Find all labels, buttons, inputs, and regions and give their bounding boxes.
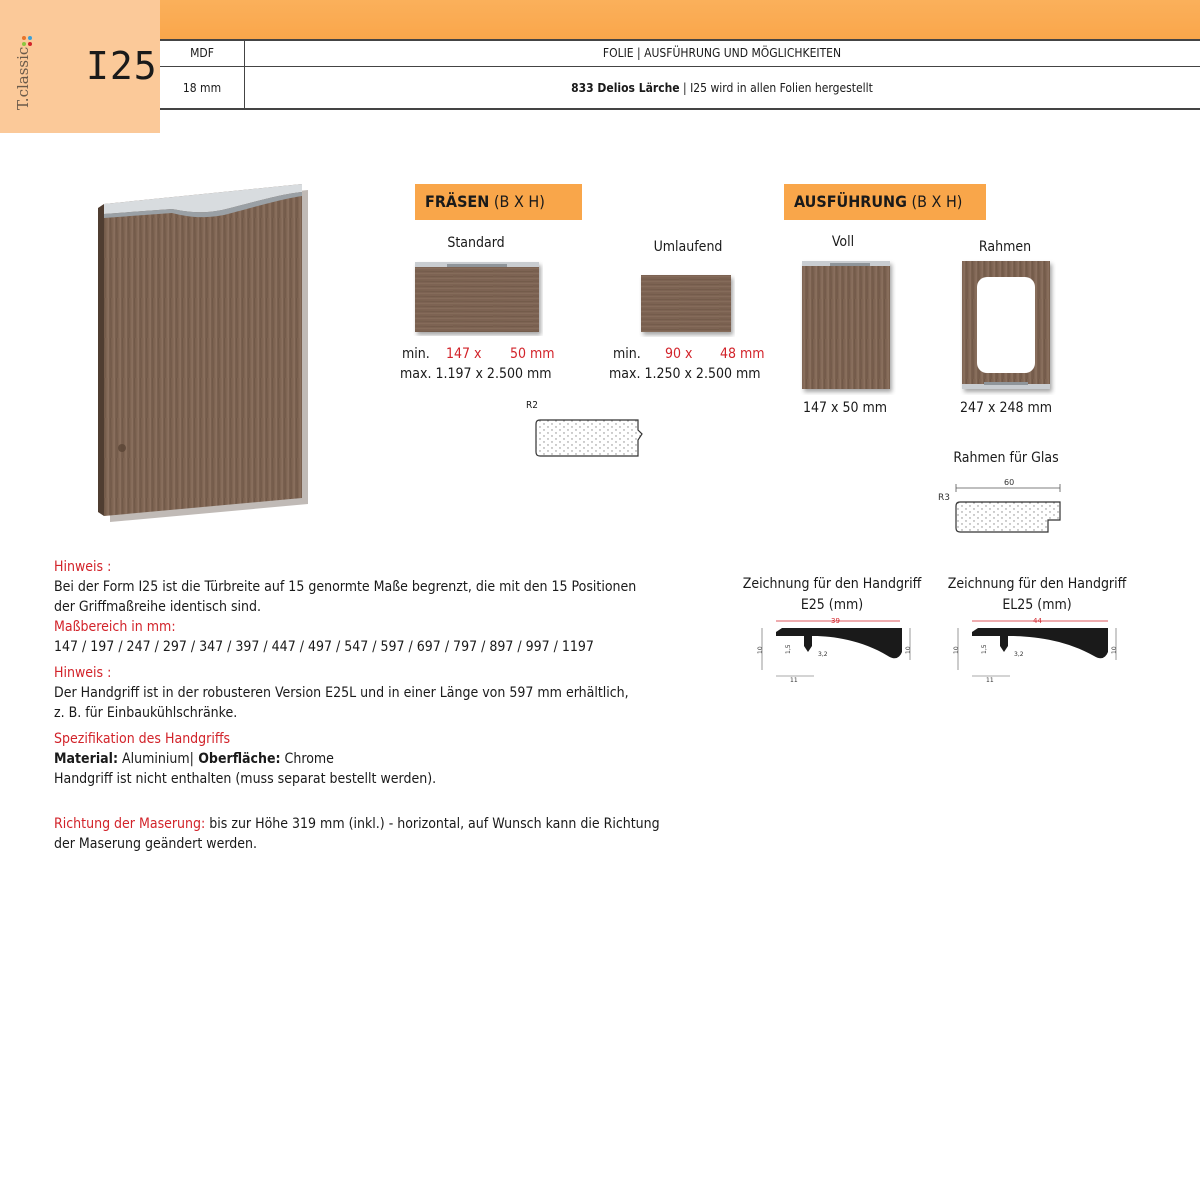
ausfuehrung-rahmen-dim: 247 x 248 mm xyxy=(959,400,1053,416)
handle-e25-title: Zeichnung für den Handgriff E25 (mm) xyxy=(742,576,922,613)
rahmen-glas-radius: R3 xyxy=(938,493,950,503)
handle-e25-w-mid: 3,2 xyxy=(818,651,828,658)
rahmen-glas-profile-drawing xyxy=(936,474,1066,540)
handle-e25-drawing xyxy=(752,614,918,686)
header-divider xyxy=(160,108,1200,110)
hinweis-title: Hinweis : xyxy=(54,559,112,575)
handle-e25-length: 39 xyxy=(831,617,840,625)
massbereich-title: Maßbereich in mm: xyxy=(54,619,176,635)
hinweis-text: der Griffmaßreihe identisch sind. xyxy=(54,599,261,615)
notes-section xyxy=(54,557,714,854)
ausfuehrung-rahmen-label: Rahmen xyxy=(978,239,1032,255)
header-thickness: 18 mm xyxy=(182,81,222,95)
fraesen-standard-max: max. 1.197 x 2.500 mm xyxy=(400,366,552,382)
fraesen-umlaufend-label: Umlaufend xyxy=(653,239,723,255)
header-bar xyxy=(160,0,1200,40)
header-divider xyxy=(160,66,1200,67)
richtung-text: Richtung der Maserung: bis zur Höhe 319 mm (inkl.) - horizontal, auf Wunsch kann die Richtung xyxy=(54,816,660,832)
header-folie-value: 833 Delios Lärche | I25 wird in allen Folien hergestellt xyxy=(571,81,873,95)
massbereich-values: 147 / 197 / 247 / 297 / 347 / 397 / 447 / 497 / 547 / 597 / 697 / 797 / 897 / 997 / 1197 xyxy=(54,639,594,655)
fraesen-standard-label: Standard xyxy=(447,235,505,251)
door-product-image xyxy=(92,178,318,523)
spezifikation-title: Spezifikation des Handgriffs xyxy=(54,731,231,747)
header-col-mdf: MDF xyxy=(190,46,214,60)
ausfuehrung-voll-image xyxy=(800,259,896,395)
spezifikation-text: Handgriff ist nicht enthalten (muss separat bestellt werden). xyxy=(54,771,437,787)
fraesen-umlaufend-max: max. 1.250 x 2.500 mm xyxy=(609,366,761,382)
richtung-text: der Maserung geändert werden. xyxy=(54,836,257,852)
handle-el25-drawing xyxy=(948,614,1124,686)
brand-panel xyxy=(0,0,160,133)
spezifikation-material: Material: Aluminium| Oberfläche: Chrome xyxy=(54,751,334,767)
ausfuehrung-voll-dim: 147 x 50 mm xyxy=(802,400,888,416)
fraesen-standard-image xyxy=(413,260,543,336)
hinweis-text: Bei der Form I25 ist die Türbreite auf 15 genormte Maße begrenzt, die mit den 15 Positionen xyxy=(54,579,637,595)
handle-el25-w-base: 11 xyxy=(986,677,994,684)
fraesen-umlaufend-image xyxy=(639,273,735,337)
brand-name: T.classic xyxy=(14,46,32,110)
form-code: I25 xyxy=(86,44,158,88)
fraesen-standard-min: min. 147 x 50 mm xyxy=(402,346,555,362)
handle-el25-title: Zeichnung für den Handgriff EL25 (mm) xyxy=(947,576,1127,613)
fraesen-tag: FRÄSEN (B X H) xyxy=(415,184,582,220)
handle-e25-h-mid: 1,5 xyxy=(785,644,792,654)
handle-e25-w-base: 11 xyxy=(790,677,798,684)
profile-radius-label: R2 xyxy=(526,400,538,411)
ausfuehrung-rahmen-image xyxy=(960,259,1056,395)
hinweis-text: z. B. für Einbaukühlschränke. xyxy=(54,705,238,721)
handle-el25-h-left: 10 xyxy=(953,646,960,654)
handle-e25-h-right: 10 xyxy=(905,646,912,654)
handle-el25-h-right: 10 xyxy=(1111,646,1118,654)
header-col-folie: FOLIE | AUSFÜHRUNG UND MÖGLICHKEITEN xyxy=(602,46,842,60)
handle-e25-h-left: 10 xyxy=(757,646,764,654)
rahmen-glas-width: 60 xyxy=(1004,478,1015,487)
ausfuehrung-tag: AUSFÜHRUNG (B X H) xyxy=(784,184,986,220)
edge-profile-drawing xyxy=(534,416,646,462)
rahmen-glas-label: Rahmen für Glas xyxy=(953,450,1059,466)
fraesen-umlaufend-min: min. 90 x 48 mm xyxy=(613,346,765,362)
hinweis-text: Der Handgriff ist in der robusteren Version E25L und in einer Länge von 597 mm erhältlich, xyxy=(54,685,629,701)
ausfuehrung-voll-label: Voll xyxy=(831,234,855,250)
hinweis-title: Hinweis : xyxy=(54,665,112,681)
handle-el25-w-mid: 3,2 xyxy=(1014,651,1024,658)
handle-el25-h-mid: 1,5 xyxy=(981,644,988,654)
handle-el25-length: 44 xyxy=(1033,617,1042,625)
header-divider xyxy=(160,39,1200,41)
